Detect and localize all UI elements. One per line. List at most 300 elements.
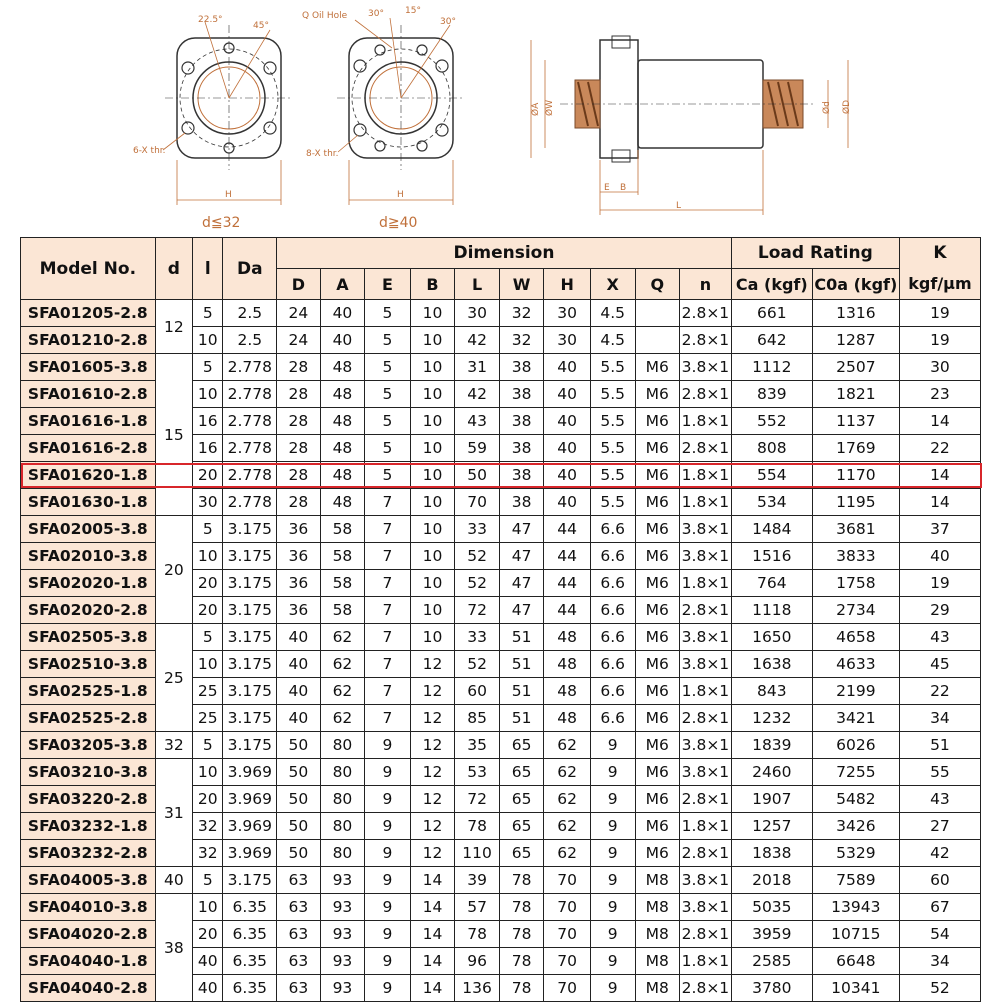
dia-a-label: ØA <box>531 102 541 116</box>
A-cell: 58 <box>320 543 365 570</box>
D-cell: 36 <box>277 597 321 624</box>
B-cell: 10 <box>410 300 455 327</box>
model-cell: SFA03220-2.8 <box>21 786 156 813</box>
ca-cell: 552 <box>731 408 812 435</box>
l-cell: 25 <box>193 678 223 705</box>
B-cell: 10 <box>410 516 455 543</box>
da-cell: 3.175 <box>223 597 277 624</box>
W-cell: 65 <box>499 759 544 786</box>
model-cell: SFA01620-1.8 <box>21 462 156 489</box>
l-cell: 16 <box>193 435 223 462</box>
ca-cell: 642 <box>731 327 812 354</box>
k-cell: 22 <box>899 435 980 462</box>
W-cell: 38 <box>499 435 544 462</box>
A-cell: 58 <box>320 570 365 597</box>
E-cell: 7 <box>365 624 411 651</box>
H-cell: 40 <box>544 489 591 516</box>
Q-cell: M6 <box>635 651 680 678</box>
l-cell: 20 <box>193 597 223 624</box>
B-cell: 10 <box>410 543 455 570</box>
ca-cell: 1257 <box>731 813 812 840</box>
l-cell: 20 <box>193 786 223 813</box>
X-cell: 6.6 <box>590 651 635 678</box>
d-cell: 20 <box>155 516 192 624</box>
n-cell: 3.8×1 <box>680 354 732 381</box>
c0a-cell: 3833 <box>812 543 899 570</box>
model-cell: SFA01210-2.8 <box>21 327 156 354</box>
X-cell: 5.5 <box>590 489 635 516</box>
c0a-cell: 2734 <box>812 597 899 624</box>
k-cell: 42 <box>899 840 980 867</box>
L-cell: 57 <box>455 894 500 921</box>
da-cell: 2.778 <box>223 354 277 381</box>
X-cell: 9 <box>590 759 635 786</box>
k-cell: 51 <box>899 732 980 759</box>
Q-cell: M8 <box>635 867 680 894</box>
W-cell: 38 <box>499 381 544 408</box>
X-cell: 9 <box>590 786 635 813</box>
c0a-cell: 3426 <box>812 813 899 840</box>
c0a-cell: 3681 <box>812 516 899 543</box>
X-cell: 6.6 <box>590 705 635 732</box>
oil-hole-label: Q Oil Hole <box>302 11 348 21</box>
D-cell: 50 <box>277 759 321 786</box>
H-cell: 44 <box>544 543 591 570</box>
H-cell: 48 <box>544 624 591 651</box>
ca-cell: 1839 <box>731 732 812 759</box>
ca-cell: 1516 <box>731 543 812 570</box>
X-cell: 5.5 <box>590 462 635 489</box>
X-cell: 6.6 <box>590 597 635 624</box>
da-cell: 3.969 <box>223 759 277 786</box>
Q-cell <box>635 327 680 354</box>
B-cell: 12 <box>410 840 455 867</box>
ca-cell: 1118 <box>731 597 812 624</box>
n-cell: 3.8×1 <box>680 543 732 570</box>
angle-30-left-label: 30° <box>368 9 384 19</box>
A-cell: 58 <box>320 597 365 624</box>
L-cell: 42 <box>455 327 500 354</box>
c0a-cell: 5482 <box>812 786 899 813</box>
B-cell: 12 <box>410 786 455 813</box>
W-cell: 51 <box>499 624 544 651</box>
L-cell: 72 <box>455 597 500 624</box>
n-cell: 3.8×1 <box>680 732 732 759</box>
ca-cell: 764 <box>731 570 812 597</box>
n-cell: 3.8×1 <box>680 651 732 678</box>
D-cell: 63 <box>277 867 321 894</box>
W-cell: 78 <box>499 921 544 948</box>
A-cell: 93 <box>320 975 365 1002</box>
table-body <box>21 300 981 1002</box>
model-cell: SFA02005-3.8 <box>21 516 156 543</box>
model-cell: SFA01605-3.8 <box>21 354 156 381</box>
k-cell: 67 <box>899 894 980 921</box>
c0a-cell: 2507 <box>812 354 899 381</box>
da-cell: 3.175 <box>223 678 277 705</box>
ca-cell: 1638 <box>731 651 812 678</box>
A-cell: 62 <box>320 651 365 678</box>
X-cell: 6.6 <box>590 516 635 543</box>
H-cell: 30 <box>544 327 591 354</box>
l-cell: 5 <box>193 516 223 543</box>
H-cell: 62 <box>544 759 591 786</box>
angle-30-right-label: 30° <box>440 17 456 27</box>
H-cell: 48 <box>544 678 591 705</box>
L-cell: 52 <box>455 651 500 678</box>
angle-15-label: 15° <box>405 6 421 16</box>
caption-large-diameter: d≧40 <box>379 215 418 231</box>
ca-cell: 1650 <box>731 624 812 651</box>
ca-cell: 843 <box>731 678 812 705</box>
D-cell: 28 <box>277 381 321 408</box>
subheader-A: A <box>320 269 365 300</box>
D-cell: 28 <box>277 354 321 381</box>
Q-cell <box>635 300 680 327</box>
W-cell: 78 <box>499 975 544 1002</box>
Q-cell: M8 <box>635 894 680 921</box>
Q-cell: M6 <box>635 381 680 408</box>
model-cell: SFA04040-2.8 <box>21 975 156 1002</box>
da-cell: 3.175 <box>223 624 277 651</box>
n-cell: 2.8×1 <box>680 786 732 813</box>
k-cell: 14 <box>899 489 980 516</box>
B-cell: 10 <box>410 624 455 651</box>
B-cell: 10 <box>410 462 455 489</box>
da-cell: 6.35 <box>223 948 277 975</box>
k-cell: 43 <box>899 786 980 813</box>
L-cell: 72 <box>455 786 500 813</box>
table-row <box>21 516 981 543</box>
H-cell: 70 <box>544 867 591 894</box>
da-cell: 2.778 <box>223 408 277 435</box>
table-row <box>21 624 981 651</box>
model-cell: SFA04020-2.8 <box>21 921 156 948</box>
L-cell: 136 <box>455 975 500 1002</box>
H-cell: 44 <box>544 597 591 624</box>
D-cell: 36 <box>277 570 321 597</box>
W-cell: 65 <box>499 732 544 759</box>
L-cell: 33 <box>455 516 500 543</box>
c0a-cell: 10715 <box>812 921 899 948</box>
L-cell: 39 <box>455 867 500 894</box>
model-cell: SFA04040-1.8 <box>21 948 156 975</box>
W-cell: 78 <box>499 948 544 975</box>
Q-cell: M6 <box>635 408 680 435</box>
da-cell: 3.175 <box>223 651 277 678</box>
l-cell: 5 <box>193 300 223 327</box>
X-cell: 4.5 <box>590 300 635 327</box>
E-cell: 7 <box>365 678 411 705</box>
n-cell: 1.8×1 <box>680 948 732 975</box>
da-cell: 2.778 <box>223 381 277 408</box>
Q-cell: M6 <box>635 516 680 543</box>
subheader-L: L <box>455 269 500 300</box>
L-cell: 78 <box>455 813 500 840</box>
D-cell: 63 <box>277 921 321 948</box>
D-cell: 50 <box>277 732 321 759</box>
n-cell: 3.8×1 <box>680 867 732 894</box>
L-cell: 110 <box>455 840 500 867</box>
d-cell: 25 <box>155 624 192 732</box>
W-cell: 38 <box>499 462 544 489</box>
H-cell: 48 <box>544 705 591 732</box>
c0a-cell: 13943 <box>812 894 899 921</box>
W-cell: 65 <box>499 813 544 840</box>
k-cell: 23 <box>899 381 980 408</box>
A-cell: 48 <box>320 435 365 462</box>
L-cell: 52 <box>455 543 500 570</box>
header-d: d <box>155 238 192 300</box>
E-cell: 7 <box>365 705 411 732</box>
c0a-cell: 1316 <box>812 300 899 327</box>
B-cell: 10 <box>410 381 455 408</box>
B-cell: 10 <box>410 408 455 435</box>
header-da: Da <box>223 238 277 300</box>
Q-cell: M6 <box>635 543 680 570</box>
header-load-rating: Load Rating <box>731 238 899 269</box>
D-cell: 40 <box>277 678 321 705</box>
B-cell: 10 <box>410 570 455 597</box>
B-cell: 14 <box>410 894 455 921</box>
model-cell: SFA02525-2.8 <box>21 705 156 732</box>
ca-cell: 661 <box>731 300 812 327</box>
c0a-cell: 1758 <box>812 570 899 597</box>
n-cell: 3.8×1 <box>680 624 732 651</box>
l-cell: 20 <box>193 570 223 597</box>
E-cell: 9 <box>365 894 411 921</box>
B-cell: 12 <box>410 705 455 732</box>
Q-cell: M6 <box>635 732 680 759</box>
H-cell: 62 <box>544 732 591 759</box>
n-cell: 3.8×1 <box>680 759 732 786</box>
Q-cell: M6 <box>635 678 680 705</box>
table-row <box>21 894 981 921</box>
k-cell: 19 <box>899 327 980 354</box>
c0a-cell: 1170 <box>812 462 899 489</box>
ca-cell: 1484 <box>731 516 812 543</box>
E-cell: 5 <box>365 327 411 354</box>
subheader-n: n <box>680 269 732 300</box>
k-cell: 27 <box>899 813 980 840</box>
model-cell: SFA03232-2.8 <box>21 840 156 867</box>
X-cell: 9 <box>590 894 635 921</box>
B-cell: 10 <box>410 327 455 354</box>
c0a-cell: 1769 <box>812 435 899 462</box>
l-cell: 5 <box>193 732 223 759</box>
Q-cell: M6 <box>635 597 680 624</box>
W-cell: 38 <box>499 408 544 435</box>
W-cell: 65 <box>499 840 544 867</box>
l-cell: 20 <box>193 462 223 489</box>
L-cell: 59 <box>455 435 500 462</box>
B-cell: 14 <box>410 975 455 1002</box>
model-cell: SFA04010-3.8 <box>21 894 156 921</box>
L-cell: 43 <box>455 408 500 435</box>
da-cell: 3.175 <box>223 867 277 894</box>
H-cell: 70 <box>544 921 591 948</box>
X-cell: 9 <box>590 813 635 840</box>
subheader-B: B <box>410 269 455 300</box>
n-cell: 2.8×1 <box>680 921 732 948</box>
n-cell: 1.8×1 <box>680 489 732 516</box>
E-cell: 9 <box>365 948 411 975</box>
subheader-c0a: C0a (kgf) <box>812 269 899 300</box>
n-cell: 2.8×1 <box>680 300 732 327</box>
dia-w-label: ØW <box>545 100 555 116</box>
H-cell: 40 <box>544 354 591 381</box>
D-cell: 28 <box>277 408 321 435</box>
d-cell: 38 <box>155 894 192 1002</box>
H-cell: 62 <box>544 786 591 813</box>
X-cell: 4.5 <box>590 327 635 354</box>
subheader-W: W <box>499 269 544 300</box>
l-cell: 32 <box>193 813 223 840</box>
H-cell: 70 <box>544 948 591 975</box>
W-cell: 32 <box>499 327 544 354</box>
D-cell: 40 <box>277 705 321 732</box>
ca-cell: 534 <box>731 489 812 516</box>
Q-cell: M8 <box>635 975 680 1002</box>
k-cell: 29 <box>899 597 980 624</box>
angle-22-5-label: 22.5° <box>198 15 223 25</box>
front-view-large-drawing <box>302 6 465 205</box>
D-cell: 24 <box>277 327 321 354</box>
model-cell: SFA01616-2.8 <box>21 435 156 462</box>
c0a-cell: 1821 <box>812 381 899 408</box>
B-cell: 12 <box>410 678 455 705</box>
model-cell: SFA01610-2.8 <box>21 381 156 408</box>
n-cell: 1.8×1 <box>680 678 732 705</box>
L-cell: 96 <box>455 948 500 975</box>
dia-d-small-label: Ød <box>822 101 832 114</box>
n-cell: 2.8×1 <box>680 597 732 624</box>
W-cell: 47 <box>499 597 544 624</box>
c0a-cell: 2199 <box>812 678 899 705</box>
n-cell: 2.8×1 <box>680 435 732 462</box>
c0a-cell: 7255 <box>812 759 899 786</box>
angle-45-label: 45° <box>253 21 269 31</box>
header-k: K <box>899 238 980 269</box>
k-cell: 52 <box>899 975 980 1002</box>
n-cell: 2.8×1 <box>680 975 732 1002</box>
da-cell: 2.5 <box>223 327 277 354</box>
c0a-cell: 6026 <box>812 732 899 759</box>
H-cell: 44 <box>544 570 591 597</box>
subheader-X: X <box>590 269 635 300</box>
c0a-cell: 1137 <box>812 408 899 435</box>
Q-cell: M6 <box>635 624 680 651</box>
Q-cell: M6 <box>635 786 680 813</box>
L-cell: 35 <box>455 732 500 759</box>
n-cell: 1.8×1 <box>680 813 732 840</box>
da-cell: 3.175 <box>223 570 277 597</box>
D-cell: 40 <box>277 651 321 678</box>
W-cell: 32 <box>499 300 544 327</box>
D-cell: 36 <box>277 516 321 543</box>
k-cell: 14 <box>899 462 980 489</box>
D-cell: 63 <box>277 948 321 975</box>
X-cell: 6.6 <box>590 570 635 597</box>
k-cell: 55 <box>899 759 980 786</box>
A-cell: 62 <box>320 705 365 732</box>
B-cell: 14 <box>410 921 455 948</box>
E-cell: 5 <box>365 381 411 408</box>
n-cell: 3.8×1 <box>680 516 732 543</box>
Q-cell: M6 <box>635 354 680 381</box>
model-cell: SFA03210-3.8 <box>21 759 156 786</box>
L-cell: 33 <box>455 624 500 651</box>
c0a-cell: 3421 <box>812 705 899 732</box>
ca-cell: 808 <box>731 435 812 462</box>
model-cell: SFA02525-1.8 <box>21 678 156 705</box>
holes-label: 6-X thr. <box>133 146 166 156</box>
E-cell: 7 <box>365 543 411 570</box>
k-cell: 34 <box>899 948 980 975</box>
A-cell: 80 <box>320 759 365 786</box>
ca-cell: 1907 <box>731 786 812 813</box>
H-cell: 62 <box>544 840 591 867</box>
B-cell: 14 <box>410 948 455 975</box>
X-cell: 9 <box>590 948 635 975</box>
k-cell: 54 <box>899 921 980 948</box>
E-cell: 9 <box>365 840 411 867</box>
da-cell: 3.175 <box>223 705 277 732</box>
E-cell: 5 <box>365 300 411 327</box>
H-cell: 44 <box>544 516 591 543</box>
k-cell: 37 <box>899 516 980 543</box>
Q-cell: M8 <box>635 921 680 948</box>
L-cell: 70 <box>455 489 500 516</box>
E-cell: 7 <box>365 570 411 597</box>
D-cell: 50 <box>277 813 321 840</box>
table-row <box>21 354 981 381</box>
c0a-cell: 4658 <box>812 624 899 651</box>
ca-cell: 2460 <box>731 759 812 786</box>
l-cell: 10 <box>193 759 223 786</box>
k-cell: 45 <box>899 651 980 678</box>
E-cell: 9 <box>365 921 411 948</box>
model-cell: SFA01616-1.8 <box>21 408 156 435</box>
table-row <box>21 867 981 894</box>
c0a-cell: 7589 <box>812 867 899 894</box>
L-cell: 53 <box>455 759 500 786</box>
X-cell: 9 <box>590 840 635 867</box>
ca-cell: 839 <box>731 381 812 408</box>
header-l: l <box>193 238 223 300</box>
technical-drawings <box>0 0 1000 235</box>
W-cell: 47 <box>499 570 544 597</box>
front-view-small-drawing <box>133 15 293 205</box>
n-cell: 2.8×1 <box>680 327 732 354</box>
da-cell: 2.778 <box>223 489 277 516</box>
H-cell: 40 <box>544 462 591 489</box>
E-cell: 9 <box>365 867 411 894</box>
ca-cell: 3780 <box>731 975 812 1002</box>
l-cell: 10 <box>193 894 223 921</box>
d-cell: 31 <box>155 759 192 867</box>
A-cell: 80 <box>320 840 365 867</box>
A-cell: 93 <box>320 921 365 948</box>
Q-cell: M6 <box>635 840 680 867</box>
ca-cell: 1838 <box>731 840 812 867</box>
dia-d-label: ØD <box>842 99 852 114</box>
k-cell: 30 <box>899 354 980 381</box>
E-cell: 5 <box>365 354 411 381</box>
E-cell: 9 <box>365 975 411 1002</box>
A-cell: 40 <box>320 300 365 327</box>
k-cell: 60 <box>899 867 980 894</box>
